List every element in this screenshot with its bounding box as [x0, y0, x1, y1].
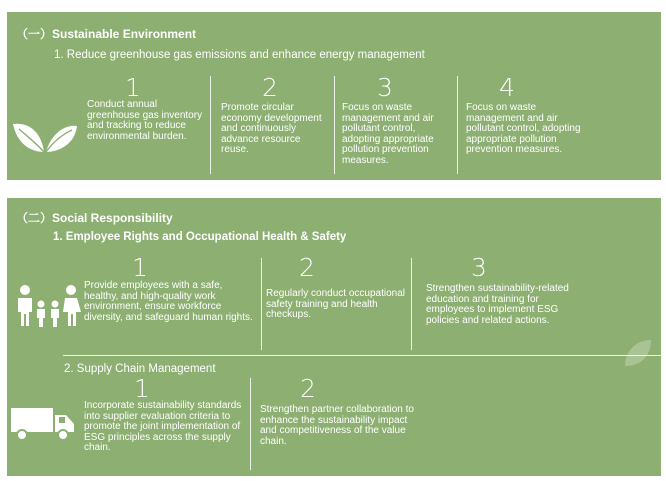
- item-text: Focus on waste management and air pollutant control, adopting appropriate pollution prevention measures.: [466, 102, 581, 155]
- truck-icon: [10, 406, 76, 442]
- section-title: （一）Sustainable Environment: [16, 27, 197, 41]
- item-number: 3: [471, 253, 487, 282]
- item-number: 2: [299, 253, 315, 282]
- item-number: 3: [377, 73, 393, 102]
- leaf-decoration-icon: [621, 336, 655, 370]
- divider: [334, 76, 335, 174]
- sustainable-environment-panel: [7, 12, 661, 180]
- item-number: 1: [132, 253, 148, 282]
- item-text: Strengthen partner collaboration to enhance the sustainability impact and competitiveness of the value chain.: [260, 404, 414, 447]
- section-subtitle: 1. Reduce greenhouse gas emissions and enhance energy management: [54, 49, 425, 61]
- item-number: 4: [499, 73, 515, 102]
- item-number: 1: [134, 374, 150, 403]
- item-text: Conduct annual greenhouse gas inventory and tracking to reduce environmental burden.: [87, 99, 203, 142]
- item-text: Promote circular economy development and continuously advance resource reuse.: [221, 102, 322, 155]
- family-icon: [11, 284, 87, 328]
- divider: [457, 76, 458, 174]
- item-number: 2: [262, 73, 278, 102]
- item-number: 2: [300, 374, 316, 403]
- group-subtitle: 1. Employee Rights and Occupational Health & Safety: [53, 231, 347, 243]
- divider: [250, 378, 251, 470]
- item-number: 1: [125, 73, 141, 102]
- divider: [411, 258, 412, 350]
- divider: [210, 76, 211, 174]
- item-text: Incorporate sustainability standards into supplier evaluation criteria to promote the joint implementation of ESG principles across the supply chain.: [84, 400, 242, 453]
- item-text: Provide employees with a safe, healthy, and high-quality work environment, ensure workforce diversity, and safeguard human rights.: [84, 280, 253, 323]
- section-title: （二）Social Responsibility: [16, 211, 173, 225]
- divider: [63, 355, 661, 356]
- item-text: Strengthen sustainability-related education and training for employees to implement ESG policies and related actions.: [426, 283, 569, 326]
- social-responsibility-panel: [7, 198, 661, 476]
- leaves-icon: [11, 116, 79, 154]
- item-text: Focus on waste management and air pollutant control, adopting appropriate pollution prevention measures.: [342, 102, 434, 166]
- divider: [261, 258, 262, 350]
- item-text: Regularly conduct occupational safety training and health checkups.: [266, 288, 405, 320]
- group-subtitle: 2. Supply Chain Management: [64, 363, 216, 375]
